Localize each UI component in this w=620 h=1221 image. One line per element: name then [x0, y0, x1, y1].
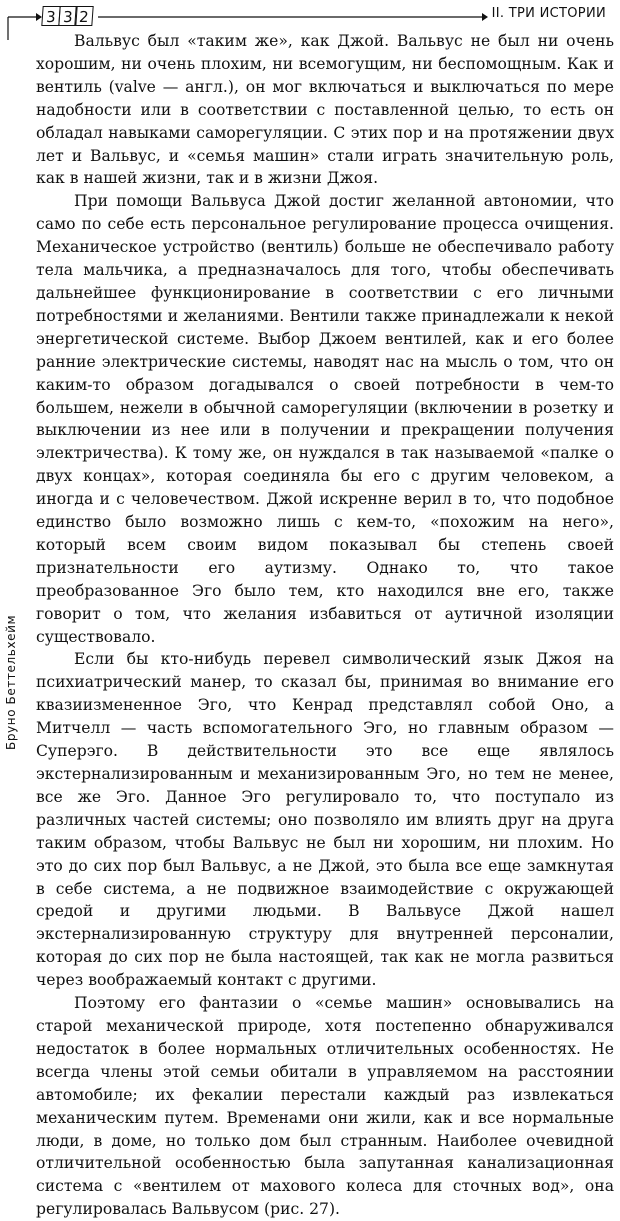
author-name: Бруно Беттельхейм	[4, 614, 18, 750]
side-running-author	[2, 400, 20, 750]
paragraph: Если бы кто-нибудь перевел символический язык Джоя на психиатрический манер, то сказал бы, принимая во внимание его квазиизмененное Эго, что Кенрад представлял собой Оно, а Митчелл — часть вспомогательного Эго, но главным образом — Суперэго. В действительности это все еще являлось экстернализированным и механизированным Эго, но тем не менее, все же Эго. Данное Эго регулировало то, что поступало из различных частей системы; оно позволяло им влиять друг на друга таким образом, чтобы Вальвус не был ни хорошим, ни плохим. Но это до сих пор был Вальвус, а не Джой, это была все еще замкнутая в себе система, а не подвижное взаимодействие с окружающей средой и другими людьми. В Вальвусе Джой нашел экстернализированную структуру для внутренней персоналии, которая до сих пор не была настоящей, так как не могла развиться через воображаемый контакт с другими.	[36, 650, 614, 990]
page-number	[42, 6, 92, 26]
paragraph: При помощи Вальвуса Джой достиг желанной автономии, что само по себе есть персональное регулирование процесса очищения. Механическое устройство (вентиль) больше не обеспечивало работу тела мальчика, а предназначалось для того, чтобы обеспечивать дальнейшее функционирование в соответствии с его личными потребностями и желаниями. Вентили также принадлежали к некой энергетической системе. Выбор Джоем вентилей, как и его более ранние электрические системы, наводят нас на мысль о том, что он каким-то образом догадывался о своей потребности в чем-то большем, нежели в обычной саморегуляции (включении в розетку и выключении из нее или в получении и прекращении получения электричества). К тому же, он нуждался в так называемой «палке о двух концах», которая соединяла бы его с другим человеком, а иногда и с человечеством. Джой искренне верил в то, что подобное единство было возможно лишь с кем-то, «похожим на него», который всем своим видом показывал бы степень своей признательности его аутизму. Однако то, что такое преобразованное Эго было тем, кто находился вне его, также говорит о том, что желания избавиться от аутичной изоляции существовало.	[36, 192, 614, 646]
page-number-digit: 3	[41, 6, 60, 26]
page-number-digit: 3	[58, 6, 77, 26]
running-title: II. ТРИ ИСТОРИИ	[491, 6, 606, 21]
paragraph: Вальвус был «таким же», как Джой. Вальвус не был ни очень хорошим, ни очень плохим, ни всемогущим, ни беспомощным. Как и вентиль (valve — англ.), он мог включаться и выключаться по мере надобности или в соответствии с поставленной целью, то есть он обладал навыками саморегуляции. С этих пор и на протяжении двух лет и Вальвус, и «семья машин» стали играть значительную роль, как в нашей жизни, так и в жизни Джоя.	[36, 32, 614, 188]
body-text	[36, 30, 614, 1221]
page-number-digit: 2	[75, 6, 94, 26]
paragraph: Поэтому его фантазии о «семье машин» основывались на старой механической природе, хотя постепенно обнаруживался недостаток в более нормальных отличительных особенностях. Не всегда члены этой семьи обитали в управляемом на расстоянии автомобиле; их фекалии перестали каждый раз извлекаться механическим путем. Временами они жили, как и все нормальные люди, в доме, но только дом был странным. Наиболее очевидной отличительной особенностью была запутанная канализационная система с «вентилем от махового колеса для сточных вод», она регулировалась Вальвусом (рис. 27).	[36, 994, 614, 1219]
